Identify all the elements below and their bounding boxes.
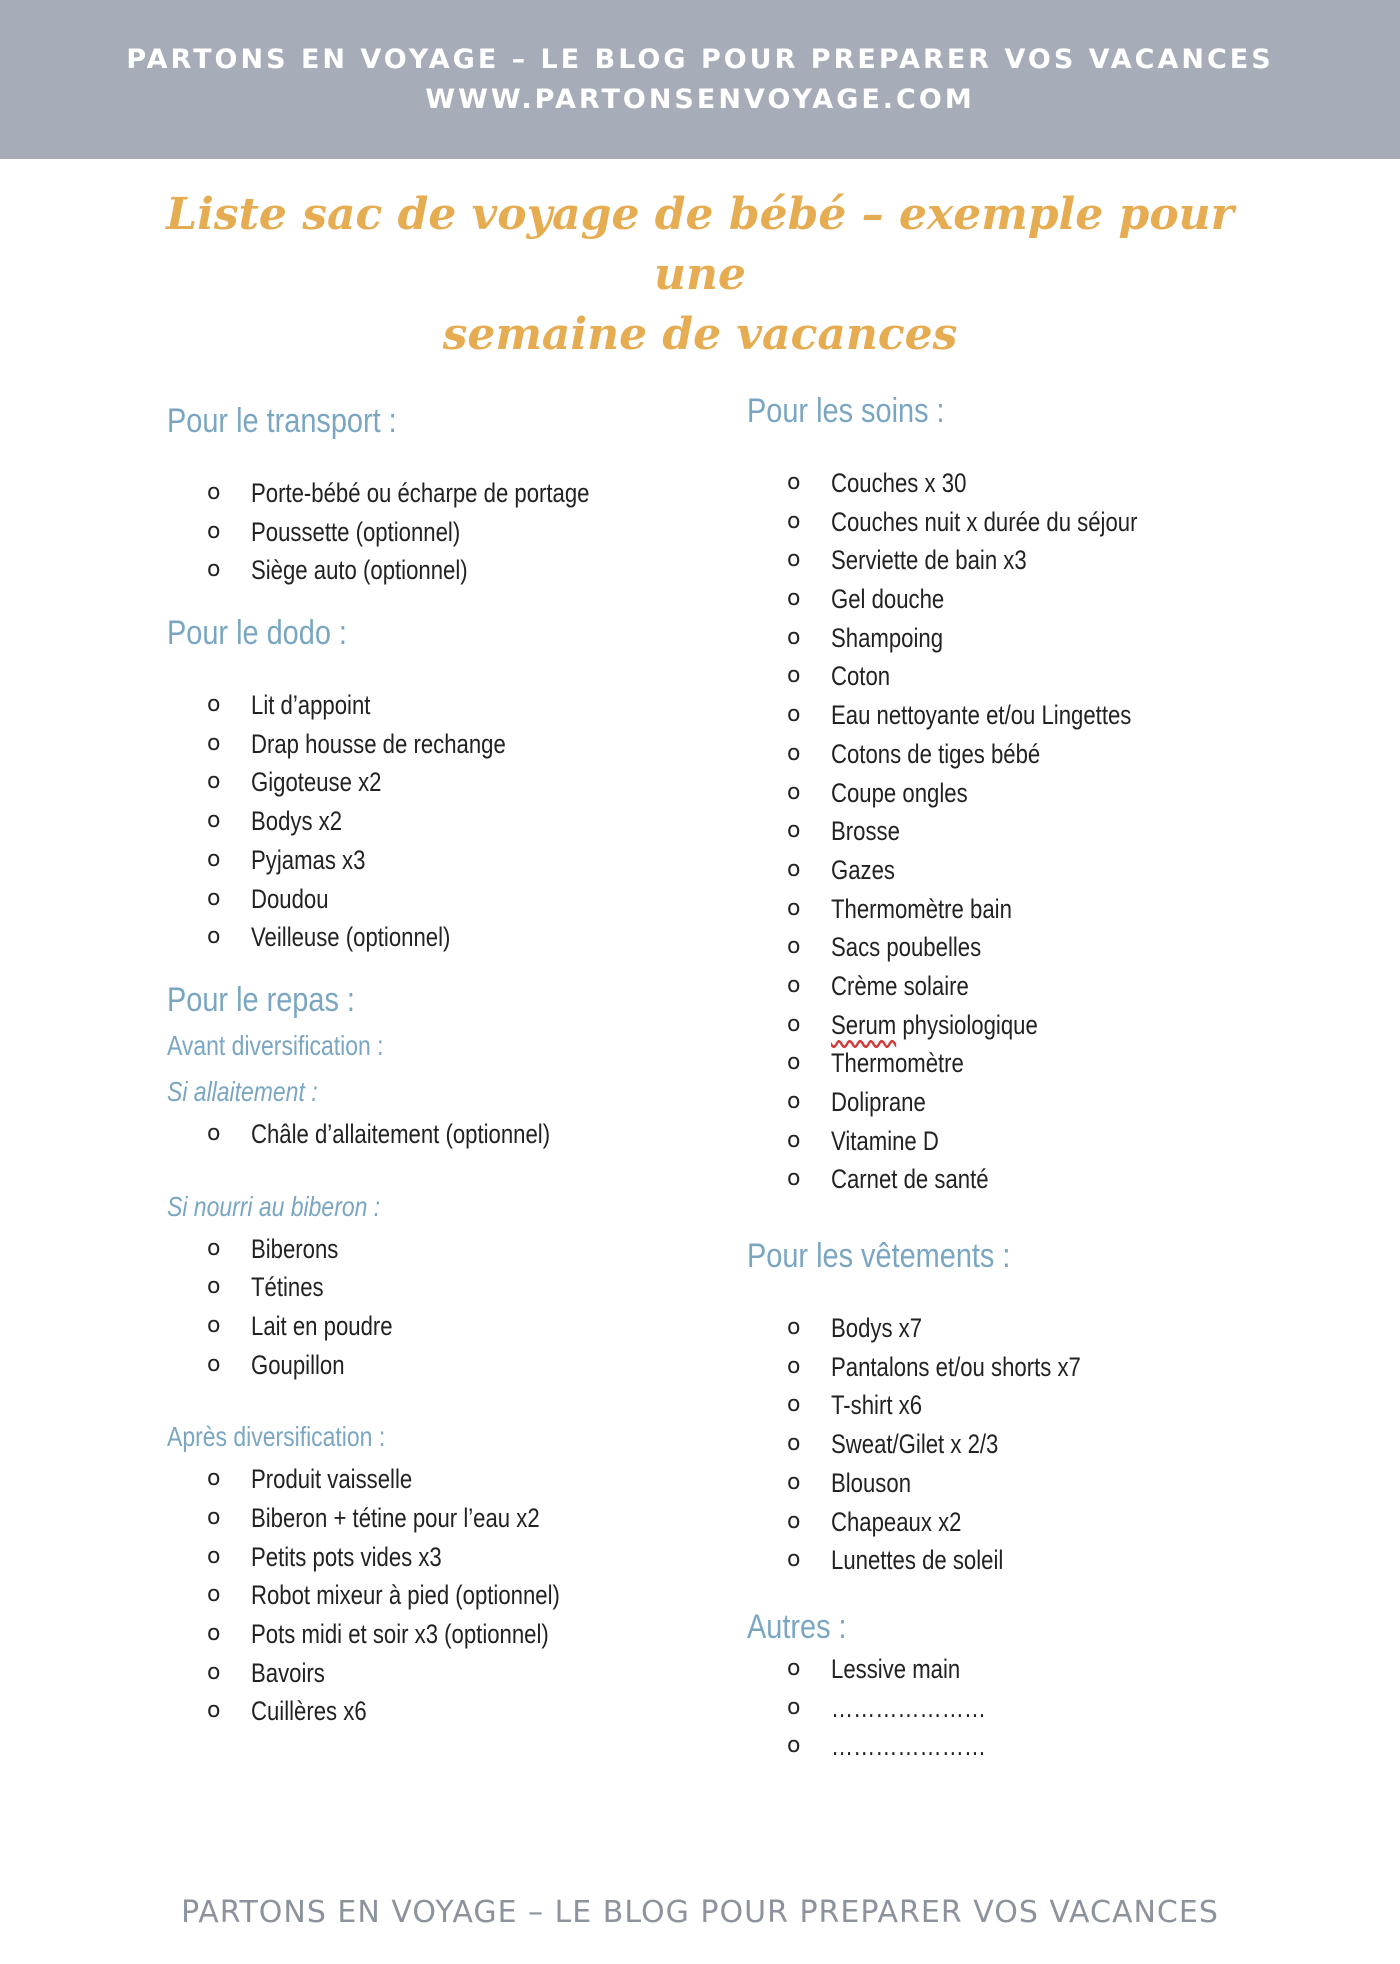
list-item-text: T-shirt x6	[831, 1390, 923, 1421]
bullet-icon: o	[207, 924, 221, 950]
bullet-icon: o	[207, 1659, 221, 1685]
list-item-text: Bodys x7	[831, 1313, 923, 1344]
section-heading-repas: Pour le repas :	[167, 980, 355, 1019]
list-item-text: Biberons	[251, 1233, 339, 1264]
list-item	[747, 1083, 1307, 1122]
bullet-icon: o	[207, 1274, 221, 1300]
list-item	[747, 1541, 1307, 1580]
bullet-icon: o	[207, 1543, 221, 1569]
bullet-icon: o	[787, 1733, 801, 1759]
list-item-text: Brosse	[831, 816, 900, 847]
list-item	[167, 474, 727, 513]
list-item-text: Couches nuit x durée du séjour	[831, 506, 1138, 537]
subheading-si-allaitement: Si allaitement :	[167, 1075, 318, 1107]
bullet-icon: o	[207, 808, 221, 834]
section-heading-soins: Pour les soins :	[747, 392, 945, 430]
list-item	[167, 1268, 727, 1307]
bullet-icon: o	[207, 1698, 221, 1724]
list-item	[167, 1115, 727, 1154]
list-item-text: Vitamine D	[831, 1125, 939, 1156]
header-blog-title: PARTONS EN VOYAGE – LE BLOG POUR PREPARER VOS VACANCES	[126, 44, 1274, 75]
bullet-icon: o	[787, 856, 801, 882]
bullet-icon: o	[787, 1431, 801, 1457]
bullet-icon: o	[787, 1469, 801, 1495]
list-item	[747, 1727, 1307, 1766]
bullet-icon: o	[787, 624, 801, 650]
list-item-text: Lessive main	[831, 1653, 961, 1684]
list-item	[747, 967, 1307, 1006]
list-soins	[747, 464, 1307, 1199]
bullet-icon: o	[787, 972, 801, 998]
list-item-text: Porte-bébé ou écharpe de portage	[251, 478, 590, 508]
list-item-text: Lait en poudre	[251, 1310, 393, 1341]
bullet-icon: o	[787, 1127, 801, 1153]
bullet-icon: o	[207, 1466, 221, 1492]
left-column	[167, 398, 727, 1731]
bullet-icon: o	[207, 480, 221, 505]
list-item-text: Gigoteuse x2	[251, 767, 382, 798]
list-item	[747, 503, 1307, 542]
bullet-icon: o	[787, 1353, 801, 1379]
list-item-text: Lunettes de soleil	[831, 1545, 1004, 1576]
list-item	[747, 1044, 1307, 1083]
list-autres	[747, 1650, 1307, 1766]
bullet-icon: o	[207, 885, 221, 911]
bullet-icon: o	[787, 1655, 801, 1681]
bullet-icon: o	[787, 1089, 801, 1114]
list-item-text: Tétines	[251, 1272, 324, 1303]
bullet-icon: o	[207, 1582, 221, 1608]
bullet-icon: o	[207, 730, 221, 756]
list-biberon	[167, 1230, 727, 1385]
page-title	[120, 185, 1280, 365]
list-item	[167, 1576, 727, 1615]
bullet-icon: o	[787, 470, 801, 495]
list-item	[747, 580, 1307, 619]
list-apres-diversification	[167, 1460, 727, 1731]
list-item-text: Cotons de tiges bébé	[831, 738, 1041, 769]
list-item-text: Serum physiologique	[831, 1009, 1038, 1040]
list-item	[747, 812, 1307, 851]
list-item	[167, 1230, 727, 1269]
list-item	[747, 1503, 1307, 1542]
list-item-text: Robot mixeur à pied (optionnel)	[251, 1580, 560, 1611]
bullet-icon: o	[787, 1392, 801, 1418]
list-item-text: …………………	[831, 1692, 986, 1723]
list-item-text: Sacs poubelles	[831, 932, 982, 963]
list-item	[167, 763, 727, 802]
list-item	[167, 1654, 727, 1693]
list-item	[747, 851, 1307, 890]
title-line-2: semaine de vacances	[442, 309, 958, 360]
list-item	[167, 725, 727, 764]
list-item	[747, 735, 1307, 774]
list-item	[747, 1650, 1307, 1689]
title-line-1: Liste sac de voyage de bébé – exemple pour une	[166, 189, 1234, 300]
list-item-text: Shampoing	[831, 622, 944, 653]
section-heading-vetements: Pour les vêtements :	[747, 1237, 1011, 1276]
list-item	[167, 513, 727, 552]
list-item	[747, 541, 1307, 580]
list-item-text: Sweat/Gilet x 2/3	[831, 1429, 999, 1460]
list-item	[167, 1460, 727, 1499]
bullet-icon: o	[787, 934, 801, 960]
list-item	[747, 1464, 1307, 1503]
bullet-icon: o	[207, 1312, 221, 1338]
list-item-text: Serviette de bain x3	[831, 545, 1027, 576]
list-item-text: Eau nettoyante et/ou Lingettes	[831, 700, 1132, 731]
list-item	[747, 657, 1307, 696]
list-item-text: Couches x 30	[831, 468, 967, 498]
bullet-icon: o	[787, 663, 801, 689]
list-item	[747, 696, 1307, 735]
page-header	[0, 0, 1400, 159]
list-item-text: Thermomètre	[831, 1048, 964, 1079]
list-item	[747, 1122, 1307, 1161]
bullet-icon: o	[787, 1547, 801, 1573]
bullet-icon: o	[787, 547, 801, 573]
list-item-text: Poussette (optionnel)	[251, 516, 461, 547]
list-item	[167, 841, 727, 880]
bullet-icon: o	[787, 1011, 801, 1037]
list-item-text: Crème solaire	[831, 970, 969, 1001]
bullet-icon: o	[787, 895, 801, 921]
list-item-text: Bodys x2	[251, 806, 343, 837]
bullet-icon: o	[787, 779, 801, 805]
section-heading-transport: Pour le transport :	[167, 402, 397, 440]
list-item	[167, 1307, 727, 1346]
list-vetements	[747, 1309, 1307, 1580]
list-item	[167, 1499, 727, 1538]
list-item	[747, 1348, 1307, 1387]
list-item	[747, 1309, 1307, 1348]
list-item-text: Gazes	[831, 854, 895, 885]
list-item	[167, 1346, 727, 1385]
list-item-text: Pots midi et soir x3 (optionnel)	[251, 1619, 549, 1650]
list-item-text: Gel douche	[831, 584, 945, 615]
list-item-text: Siège auto (optionnel)	[251, 555, 468, 586]
list-item	[747, 619, 1307, 658]
list-item	[167, 1615, 727, 1654]
list-item-text: Thermomètre bain	[831, 893, 1012, 924]
list-item	[167, 686, 727, 725]
list-item	[167, 1692, 727, 1731]
list-item-text: Cuillères x6	[251, 1696, 367, 1727]
bullet-icon: o	[787, 1694, 801, 1720]
bullet-icon: o	[207, 518, 221, 544]
list-item	[747, 1160, 1307, 1199]
list-transport	[167, 474, 727, 590]
subheading-si-biberon: Si nourri au biberon :	[167, 1190, 381, 1222]
list-item-text: Drap housse de rechange	[251, 728, 506, 759]
list-item	[747, 928, 1307, 967]
bullet-icon: o	[207, 1120, 221, 1146]
list-item-text: …………………	[831, 1731, 986, 1762]
bullet-icon: o	[207, 1621, 221, 1647]
list-item	[747, 464, 1307, 503]
list-item-text: Coupe ongles	[831, 777, 968, 808]
list-item-text: Blouson	[831, 1467, 912, 1498]
bullet-icon: o	[207, 769, 221, 795]
bullet-icon: o	[787, 586, 801, 612]
list-item-text: Goupillon	[251, 1349, 345, 1380]
list-item	[167, 551, 727, 590]
list-item-text: Biberon + tétine pour l’eau x2	[251, 1503, 540, 1533]
bullet-icon: o	[787, 818, 801, 844]
bullet-icon: o	[787, 740, 801, 766]
bullet-icon: o	[787, 1166, 801, 1192]
bullet-icon: o	[787, 1050, 801, 1076]
list-item-text: Petits pots vides x3	[251, 1541, 442, 1572]
bullet-icon: o	[207, 846, 221, 872]
list-item	[167, 802, 727, 841]
bullet-icon: o	[207, 557, 221, 583]
list-item-text: Carnet de santé	[831, 1164, 989, 1195]
list-item	[747, 1425, 1307, 1464]
list-item	[167, 1538, 727, 1577]
bullet-icon: o	[787, 508, 801, 534]
list-item-text: Pyjamas x3	[251, 844, 366, 875]
list-item	[747, 774, 1307, 813]
list-item-text: Pantalons et/ou shorts x7	[831, 1351, 1081, 1382]
header-website-url: WWW.PARTONSENVOYAGE.COM	[425, 84, 975, 115]
list-allaitement	[167, 1115, 727, 1154]
list-item-text: Bavoirs	[251, 1657, 325, 1688]
list-item	[167, 918, 727, 957]
list-item-text: Châle d’allaitement (optionnel)	[251, 1118, 551, 1149]
list-item-text: Doliprane	[831, 1087, 926, 1117]
list-item	[747, 1386, 1307, 1425]
list-item-text: Veilleuse (optionnel)	[251, 922, 451, 953]
subheading-apres-diversification: Après diversification :	[167, 1421, 386, 1453]
list-item	[747, 1689, 1307, 1728]
bullet-icon: o	[207, 1505, 221, 1530]
section-heading-autres: Autres :	[747, 1607, 847, 1646]
spellcheck-underline: Serum	[831, 1009, 897, 1040]
bullet-icon: o	[787, 1508, 801, 1534]
list-item-text: Chapeaux x2	[831, 1506, 962, 1537]
bullet-icon: o	[207, 1351, 221, 1377]
bullet-icon: o	[207, 692, 221, 718]
list-item-text: Produit vaisselle	[251, 1464, 413, 1495]
bullet-icon: o	[787, 702, 801, 728]
list-dodo	[167, 686, 727, 957]
list-item-text: Coton	[831, 661, 891, 692]
bullet-icon: o	[207, 1235, 221, 1261]
page-footer: PARTONS EN VOYAGE – LE BLOG POUR PREPARER VOS VACANCES	[181, 1895, 1219, 1930]
list-item	[747, 890, 1307, 929]
list-item-text: Doudou	[251, 883, 329, 914]
bullet-icon: o	[787, 1315, 801, 1341]
list-item-text: Lit d’appoint	[251, 690, 371, 721]
list-item	[747, 1006, 1307, 1045]
list-item	[167, 880, 727, 919]
section-heading-dodo: Pour le dodo :	[167, 614, 347, 653]
subheading-avant-diversification: Avant diversification :	[167, 1029, 384, 1061]
right-column	[747, 388, 1307, 1766]
